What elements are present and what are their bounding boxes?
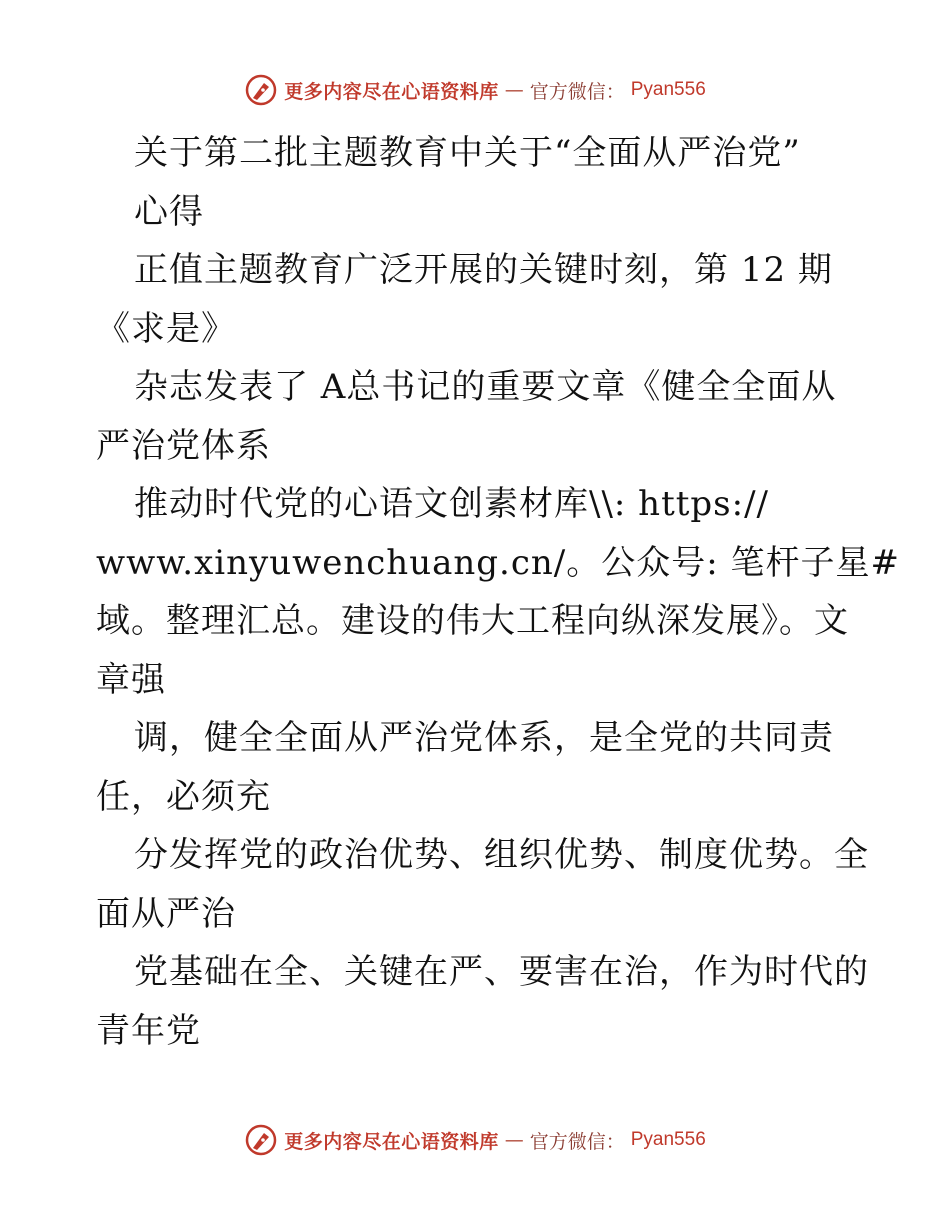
- watermark-site-text: 更多内容尽在心语资料库: [284, 1130, 499, 1153]
- watermark-wechat-label: 官方微信：: [529, 1130, 625, 1153]
- watermark-dash: —: [504, 79, 524, 101]
- pen-nib-logo-icon: [244, 73, 278, 107]
- paragraph-line: 调，健全全面从严治党体系，是全党的共同责: [134, 718, 834, 758]
- watermark-site-text: 更多内容尽在心语资料库: [284, 80, 499, 103]
- watermark-wechat-label: 官方微信：: [529, 80, 625, 103]
- paragraph-line: 域。整理汇总。建设的伟大工程向纵深发展》。文: [96, 601, 849, 641]
- paragraph-line: www.xinyuwenchuang.cn/。公众号: 笔杆子星#: [96, 542, 900, 583]
- title-line-2: 心得: [134, 191, 204, 232]
- document-body: [96, 124, 900, 1060]
- paragraph-line: 面从严治: [96, 893, 236, 934]
- paragraph-line: 章强: [96, 659, 166, 700]
- paragraph-line: 严治党体系: [96, 425, 271, 466]
- paragraph-line: 党基础在全、关键在严、要害在治，作为时代的: [134, 952, 869, 992]
- footer-watermark: [0, 1122, 950, 1158]
- paragraph-line: 分发挥党的政治优势、组织优势、制度优势。全: [134, 835, 869, 875]
- watermark-dash: —: [504, 1129, 524, 1151]
- paragraph-line: 任，必须充: [96, 776, 271, 817]
- watermark-wechat-id: Pyan556: [630, 79, 706, 100]
- paragraph-line: 《求是》: [96, 308, 236, 349]
- title-line-1: 关于第二批主题教育中关于“全面从严治党”: [134, 133, 801, 173]
- paragraph-line: 推动时代党的心语文创素材库\\: https://: [134, 484, 769, 524]
- header-watermark: [0, 72, 950, 108]
- watermark-wechat-id: Pyan556: [630, 1129, 706, 1150]
- paragraph-line: 正值主题教育广泛开展的关键时刻，第 12 期: [134, 250, 833, 290]
- pen-nib-logo-icon: [244, 1123, 278, 1157]
- paragraph-line: 杂志发表了 A总书记的重要文章《健全全面从: [134, 367, 837, 407]
- paragraph-line: 青年党: [96, 1010, 201, 1051]
